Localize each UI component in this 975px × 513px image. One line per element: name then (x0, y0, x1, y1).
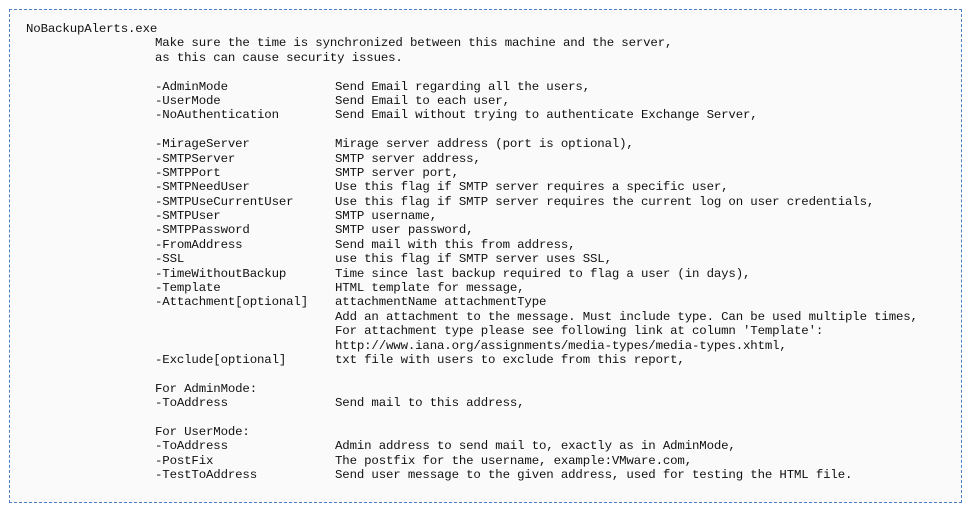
option-description-continued: For attachment type please see following link at column 'Template': (335, 324, 824, 339)
option-name: -PostFix (155, 453, 214, 468)
option-name: -Attachment[optional] (155, 295, 308, 310)
option-name: -SMTPNeedUser (155, 180, 250, 195)
option-description: Use this flag if SMTP server requires a specific user, (335, 180, 729, 195)
option-description: attachmentName attachmentType (335, 295, 547, 310)
option-row (26, 267, 918, 281)
option-row (26, 454, 918, 468)
option-description: Admin address to send mail to, exactly as in AdminMode, (335, 439, 736, 454)
option-name: -FromAddress (155, 237, 243, 252)
intro-line: as this can cause security issues. (155, 50, 403, 65)
option-row (26, 108, 918, 122)
option-description: The postfix for the username, example:VMware.com, (335, 453, 692, 468)
option-description: Mirage server address (port is optional), (335, 137, 634, 152)
option-row (26, 166, 918, 180)
option-description: Send Email without trying to authenticate Exchange Server, (335, 108, 758, 123)
code-block-frame (9, 9, 962, 503)
option-description: SMTP server port, (335, 165, 459, 180)
option-name: -SMTPPassword (155, 223, 250, 238)
option-name: -Template (155, 281, 221, 296)
option-description: Time since last backup required to flag a user (in days), (335, 266, 751, 281)
option-description: SMTP user password, (335, 223, 474, 238)
option-row (26, 223, 918, 237)
option-row (26, 353, 918, 367)
option-row (26, 195, 918, 209)
option-name: -UserMode (155, 93, 221, 108)
section-heading-usermode: For UserMode: (155, 424, 250, 439)
option-row (26, 281, 918, 295)
program-name: NoBackupAlerts.exe (26, 22, 158, 36)
intro-line: Make sure the time is synchronized between this machine and the server, (155, 36, 673, 51)
option-name: -AdminMode (155, 79, 228, 94)
option-description-continued: http://www.iana.org/assignments/media-types/media-types.xhtml, (335, 338, 787, 353)
option-name: -SMTPUseCurrentUser (155, 194, 294, 209)
option-name: -NoAuthentication (155, 108, 279, 123)
option-description: use this flag if SMTP server uses SSL, (335, 252, 612, 267)
option-description-continued: Add an attachment to the message. Must include type. Can be used multiple times, (335, 309, 918, 324)
option-row (26, 396, 918, 410)
option-name: -SMTPUser (155, 209, 221, 224)
option-row (26, 238, 918, 252)
option-row (26, 439, 918, 453)
option-name: -ToAddress (155, 396, 228, 411)
option-description: Send user message to the given address, used for testing the HTML file. (335, 468, 853, 483)
option-name: -SMTPServer (155, 151, 236, 166)
option-row (26, 295, 918, 309)
option-description: Send mail to this address, (335, 396, 525, 411)
section-heading-adminmode: For AdminMode: (155, 381, 257, 396)
option-description: Send mail with this from address, (335, 237, 576, 252)
option-description: Send Email to each user, (335, 93, 510, 108)
option-description: HTML template for message, (335, 281, 525, 296)
option-row (26, 209, 918, 223)
option-name: -TimeWithoutBackup (155, 266, 287, 281)
option-row (26, 468, 918, 482)
option-description: SMTP username, (335, 209, 437, 224)
code-block (26, 22, 918, 483)
option-row (26, 252, 918, 266)
option-row (26, 152, 918, 166)
option-name: -ToAddress (155, 439, 228, 454)
option-name: -Exclude[optional] (155, 352, 287, 367)
option-name: -MirageServer (155, 137, 250, 152)
option-description: Use this flag if SMTP server requires the current log on user credentials, (335, 194, 875, 209)
option-name: -TestToAddress (155, 468, 257, 483)
option-row (26, 137, 918, 151)
option-description: SMTP server address, (335, 151, 481, 166)
option-description: txt file with users to exclude from this report, (335, 352, 685, 367)
option-name: -SSL (155, 252, 185, 267)
option-row (26, 180, 918, 194)
option-row (26, 80, 918, 94)
option-row (26, 94, 918, 108)
option-description: Send Email regarding all the users, (335, 79, 590, 94)
option-name: -SMTPPort (155, 165, 221, 180)
